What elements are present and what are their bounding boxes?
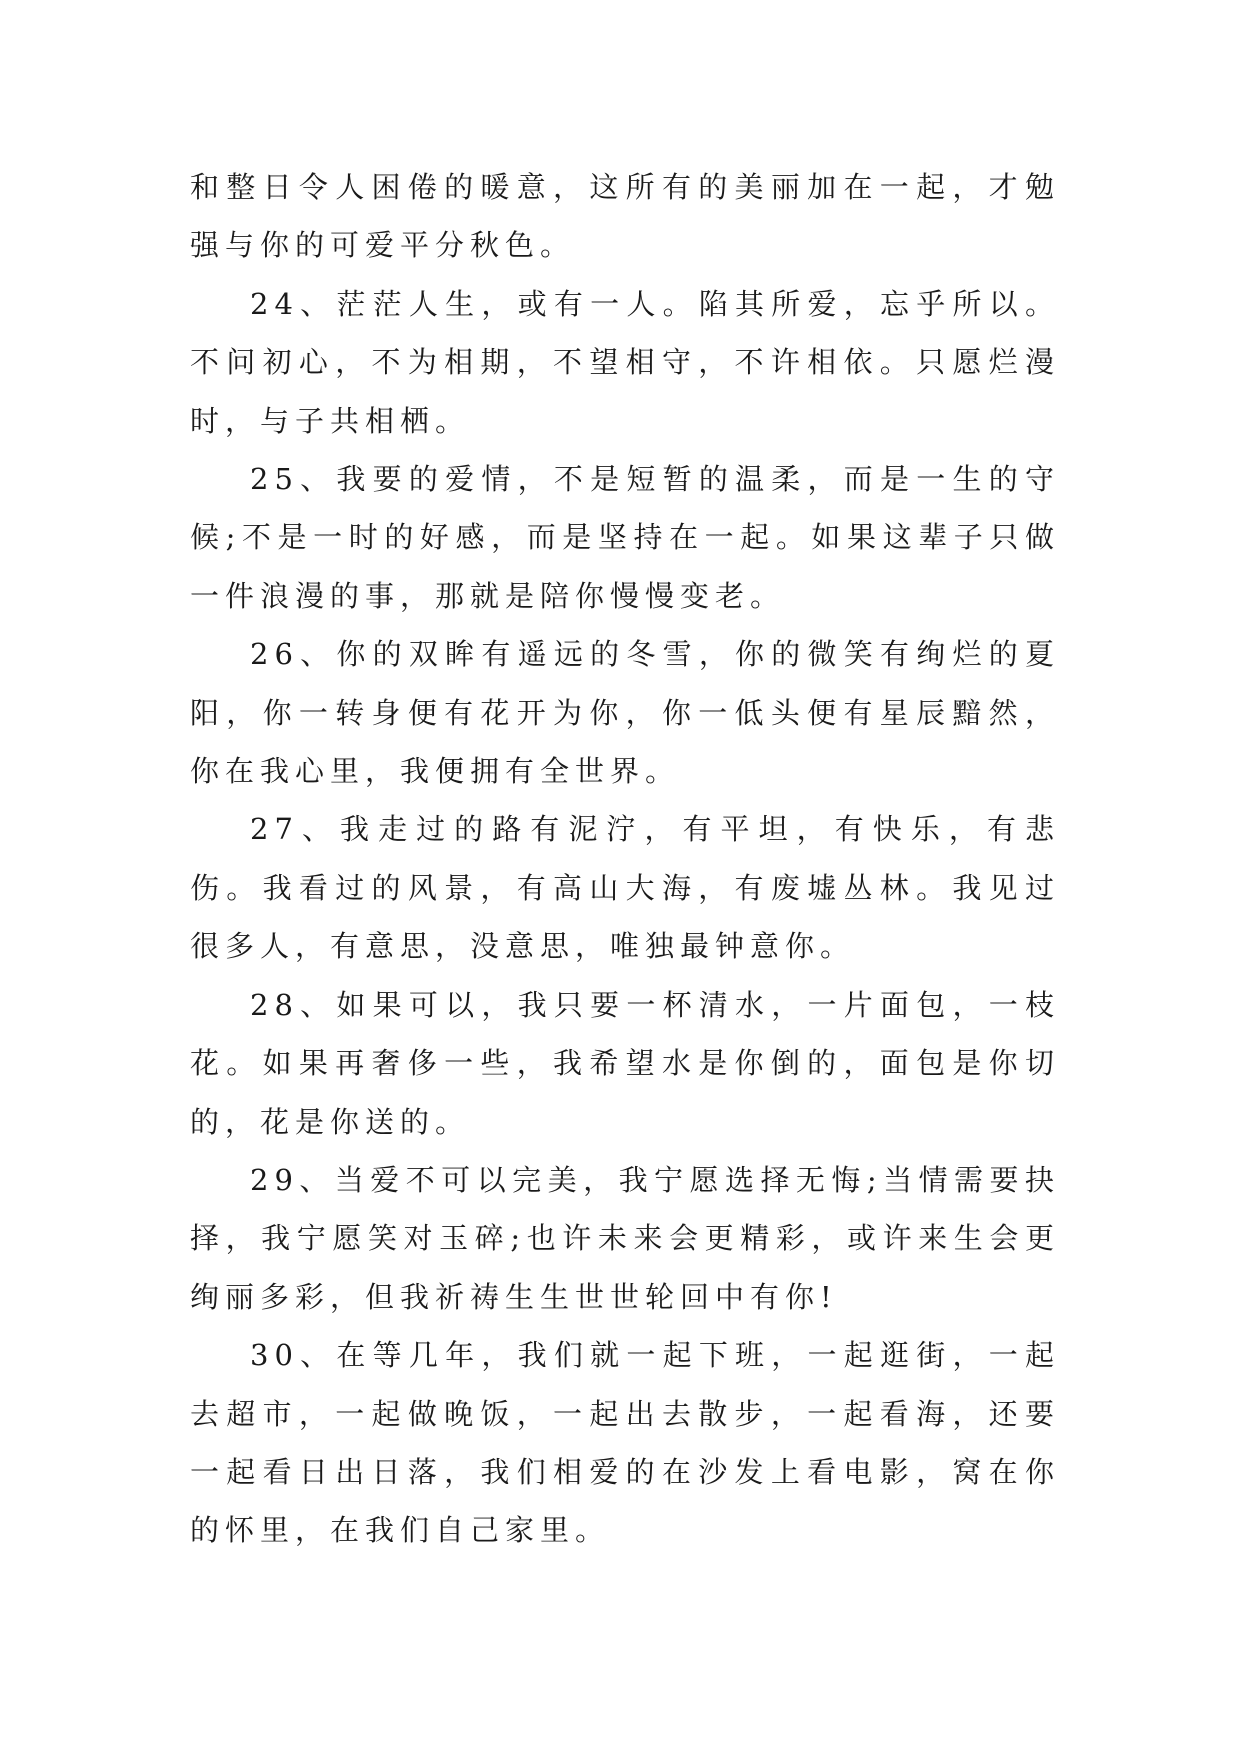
paragraph-25: 25、我要的爱情，不是短暂的温柔，而是一生的守候;不是一时的好感，而是坚持在一起。如果这辈子只做一件浪漫的事，那就是陪你慢慢变老。: [190, 462, 1060, 613]
paragraph-30: 30、在等几年，我们就一起下班，一起逛街，一起去超市，一起做晚饭，一起出去散步，一起看海，还要一起看日出日落，我们相爱的在沙发上看电影，窝在你的怀里，在我们自己家里。: [190, 1338, 1060, 1548]
paragraph-continuation: 和整日令人困倦的暖意，这所有的美丽加在一起，才勉强与你的可爱平分秋色。: [190, 170, 1060, 263]
paragraph-28: 28、如果可以，我只要一杯清水，一片面包，一枝花。如果再奢侈一些，我希望水是你倒的，面包是你切的，花是你送的。: [190, 987, 1060, 1139]
paragraph-29: 29、当爱不可以完美，我宁愿选择无悔;当情需要抉择，我宁愿笑对玉碎;也许未来会更精彩，或许来生会更绚丽多彩，但我祈祷生生世世轮回中有你!: [190, 1162, 1060, 1314]
document-body: [190, 158, 1060, 1560]
paragraph-27: 27、我走过的路有泥泞，有平坦，有快乐，有悲伤。我看过的风景，有高山大海，有废墟丛林。我见过很多人，有意思，没意思，唯独最钟意你。: [190, 812, 1060, 964]
paragraph-26: 26、你的双眸有遥远的冬雪，你的微笑有绚烂的夏阳，你一转身便有花开为你，你一低头便有星辰黯然，你在我心里，我便拥有全世界。: [190, 637, 1060, 789]
paragraph-24: 24、茫茫人生，或有一人。陷其所爱，忘乎所以。不问初心，不为相期，不望相守，不许相依。只愿烂漫时，与子共相栖。: [190, 286, 1060, 438]
